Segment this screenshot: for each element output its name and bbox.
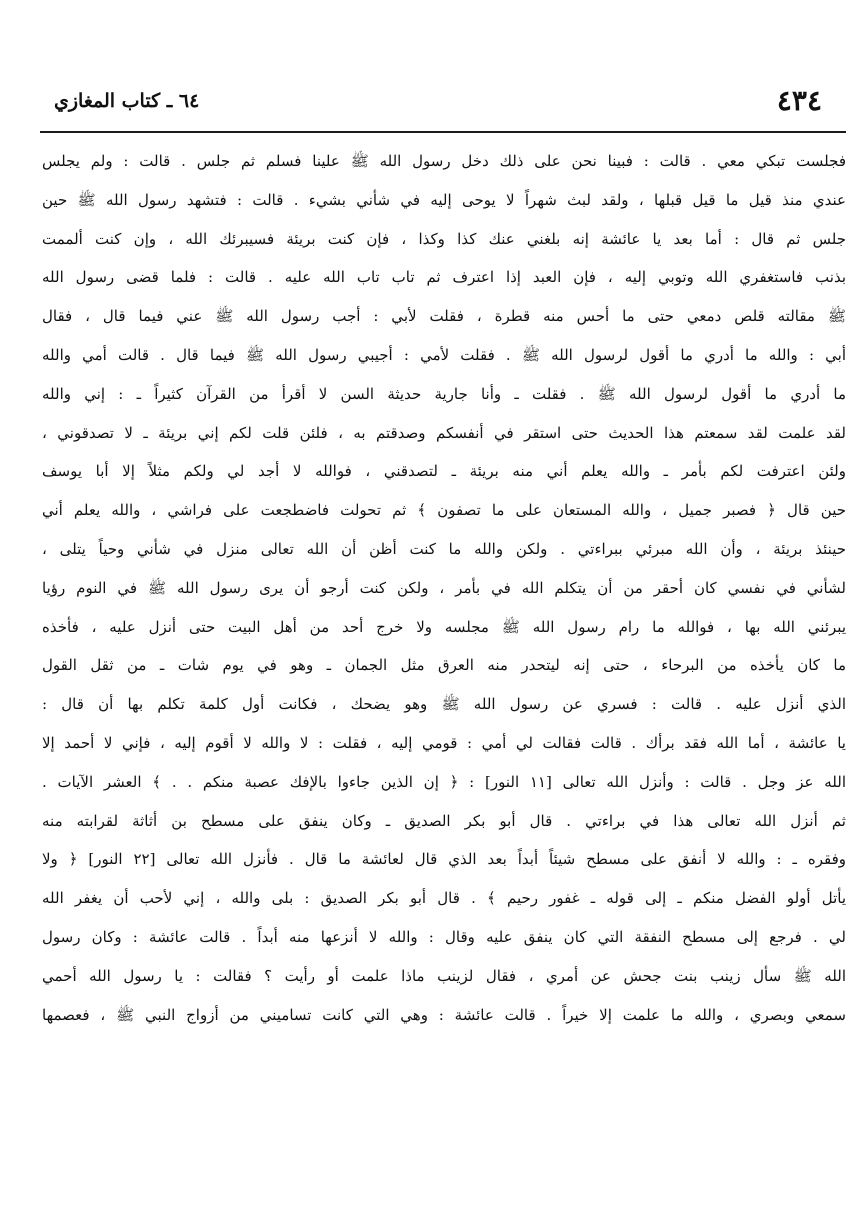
text-line: ما أدري ما أقول لرسول الله ﷺ . فقلت ـ وأنا جارية حديثة السن لا أقرأ من القرآن كثيراً ـ : إني والله [42, 384, 846, 403]
text-line: حين قال ﴿ فصبر جميل ، والله المستعان على ما تصفون ﴾ ثم تحولت فاضطجعت على فراشي ، والله يعلم أني [42, 501, 846, 520]
text-line: سمعي وبصري ، والله ما علمت إلا خيراً . قالت عائشة : وهي التي كانت تساميني من أزواج النبي ﷺ ، فعصمها [42, 1005, 846, 1024]
text-line: حينئذ بريئة ، وأن الله مبرئي ببراءتي . ولكن والله ما كنت أظن أن الله تعالى منزل في شأني وحياً يتلى ، [42, 539, 846, 558]
text-line: الذي أنزل عليه . قالت : فسري عن رسول الله ﷺ وهو يضحك ، فكانت أول كلمة تكلم بها أن قال : [42, 695, 846, 714]
page-header [42, 84, 842, 128]
text-line: الله عز وجل . قالت : وأنزل الله تعالى [١١ النور] : ﴿ إن الذين جاءوا بالإفك عصبة منكم . . ﴾ العشر الآيات . [42, 772, 846, 791]
body-text [42, 142, 846, 1222]
text-line: فجلست تبكي معي . قالت : فبينا نحن على ذلك دخل رسول الله ﷺ علينا فسلم ثم جلس . قالت : ولم يجلس [42, 152, 846, 170]
text-line: ولئن اعترفت لكم بأمر ـ والله يعلم أني منه بريئة ـ لتصدقني ، فوالله لا أجد لي ولكم مثلاً إلا أبا يوسف [42, 462, 846, 481]
text-line: عندي منذ قيل ما قيل قبلها ، ولقد لبث شهراً لا يوحى إليه في شأني بشيء . قالت : فتشهد رسول الله ﷺ حين [42, 190, 846, 209]
text-line: يا عائشة ، أما الله فقد برأك . قالت فقالت لي أمي : قومي إليه ، فقلت : لا والله لا أقوم إليه ، فإني لا أحمد إلا [42, 733, 846, 752]
text-line: يأتل أولو الفضل منكم ـ إلى قوله ـ غفور رحيم ﴾ . قال أبو بكر الصديق : بلى والله ، إني لأحب أن يغفر الله [42, 889, 846, 908]
text-line: لقد علمت لقد سمعتم هذا الحديث حتى استقر في أنفسكم وصدقتم به ، فلئن قلت لكم إني بريئة ـ لا تصدقوني ، [42, 423, 846, 442]
text-line: لشأني في نفسي كان أحقر من أن يتكلم الله في بأمر ، ولكن كنت أرجو أن يرى رسول الله ﷺ في النوم رؤيا [42, 578, 846, 597]
text-line: يبرئني الله بها ، فوالله ما رام رسول الله ﷺ مجلسه ولا خرج أحد من أهل البيت حتى أنزل عليه ، فأخذه [42, 617, 846, 636]
header-rule [40, 131, 846, 133]
text-line: ما كان يأخذه من البرحاء ، حتى إنه ليتحدر منه العرق مثل الجمان ـ وهو في يوم شات ـ من ثقل القول [42, 656, 846, 675]
text-line: بذنب فاستغفري الله وتوبي إليه ، فإن العبد إذا اعترف ثم تاب تاب الله عليه . قالت : فلما قضى رسول الله [42, 268, 846, 287]
text-line: الله ﷺ سأل زينب بنت جحش عن أمري ، فقال لزينب ماذا علمت أو رأيت ؟ فقالت : يا رسول الله أحمي [42, 966, 846, 985]
text-line: وفقره ـ : والله لا أنفق على مسطح شيئاً أبداً بعد الذي قال لعائشة ما قال . فأنزل الله تعالى [٢٢ النور] ﴿ ولا [42, 850, 846, 869]
page-number: ٤٣٤ [776, 84, 822, 117]
text-line: أبي : والله ما أدري ما أقول لرسول الله ﷺ . فقلت لأمي : أجيبي رسول الله ﷺ فيما قال . قالت أمي والله [42, 345, 846, 364]
chapter-title: ٦٤ ـ كتاب المغازي [54, 90, 200, 112]
text-line: ﷺ مقالته قلص دمعي حتى ما أحس منه قطرة ، فقلت لأبي : أجب رسول الله ﷺ عني فيما قال ، فقال [42, 307, 846, 326]
text-line: لي . فرجع إلى مسطح النفقة التي كان ينفق عليه وقال : والله لا أنزعها منه أبداً . قالت عائشة : وكان رسول [42, 927, 846, 946]
text-line: ثم أنزل الله تعالى هذا في براءتي . قال أبو بكر الصديق ـ وكان ينفق على مسطح بن أثاثة لقرابته منه [42, 811, 846, 830]
text-line: جلس ثم قال : أما بعد يا عائشة إنه بلغني عنك كذا وكذا ، فإن كنت بريئة فسيبرئك الله ، وإن كنت ألممت [42, 229, 846, 248]
